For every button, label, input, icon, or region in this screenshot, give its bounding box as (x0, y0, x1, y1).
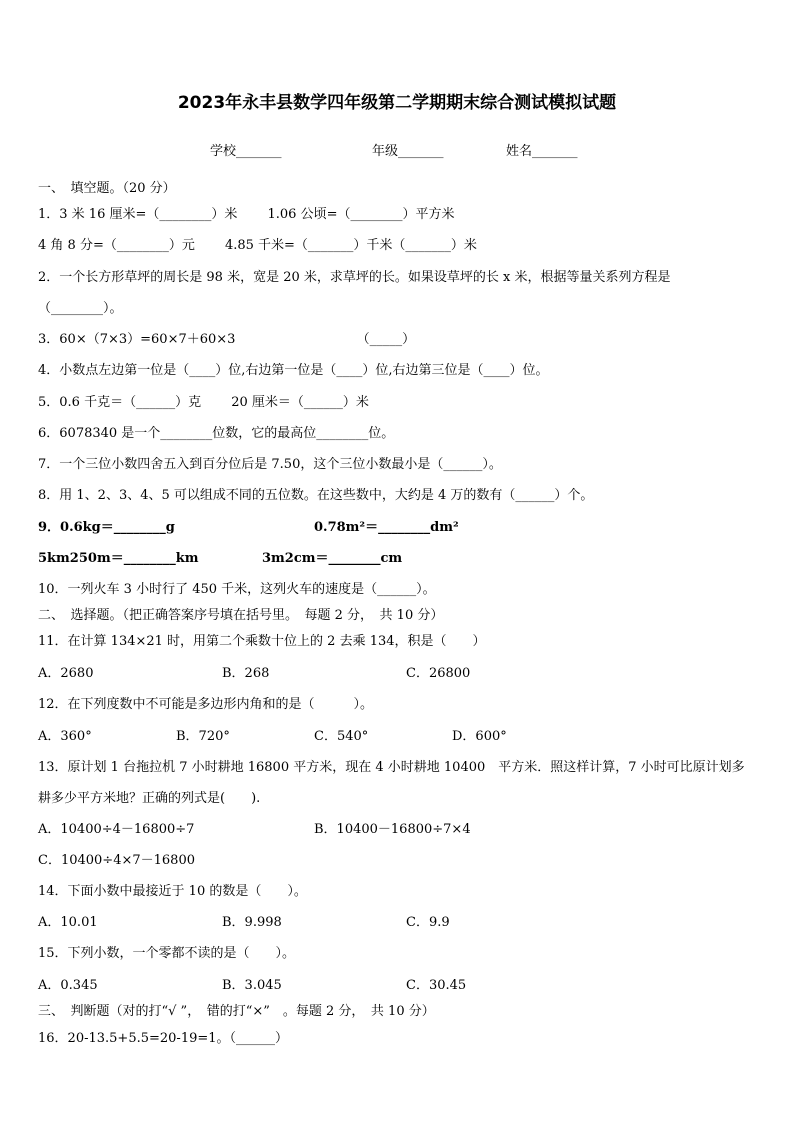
school-field: 学校_______ (210, 144, 282, 159)
q14-option-a: A．10.01 (38, 915, 98, 930)
q12-option-c: C．540° (314, 729, 369, 744)
section-choice: 二、 选择题。（把正确答案序号填在括号里。 每题 2 分， 共 10 分） (38, 608, 444, 623)
q11-option-b: B．268 (222, 666, 270, 681)
question-2a: 2．一个长方形草坪的周长是 98 米，宽是 20 米，求草坪的长。如果设草坪的长 x 米，根据等量关系列方程是 (38, 270, 671, 285)
question-9a-right: 0.78m²＝________dm² (314, 520, 459, 535)
question-3: 3．60×（7×3）=60×7＋60×3 （_____） (38, 332, 416, 347)
question-9b-right: 3m2cm＝________cm (262, 551, 403, 566)
q13-option-a: A．10400÷4－16800÷7 (38, 822, 195, 837)
page-title: 2023年永丰县数学四年级第二学期期末综合测试模拟试题 (177, 93, 617, 113)
question-13b: 耕多少平方米地？正确的列式是( ). (38, 791, 261, 806)
question-2b: （________）。 (38, 301, 123, 316)
question-6: 6．6078340 是一个________位数，它的最高位________位。 (38, 426, 395, 441)
section-judgement: 三、 判断题（对的打“√ ”， 错的打“×” 。每题 2 分， 共 10 分） (38, 1004, 435, 1019)
q11-option-a: A．2680 (38, 666, 94, 681)
question-4: 4．小数点左边第一位是（____）位,右边第一位是（____）位,右边第三位是（____）位。 (38, 363, 549, 378)
q14-option-c: C．9.9 (406, 915, 450, 930)
question-5: 5．0.6 千克＝（______）克 20 厘米＝（______）米 (38, 395, 369, 410)
q12-option-a: A．360° (38, 729, 92, 744)
question-9a-left: 9．0.6kg＝________g (38, 520, 175, 535)
q11-option-c: C．26800 (406, 666, 471, 681)
q12-option-b: B．720° (176, 729, 230, 744)
question-9b-left: 5km250m＝________km (38, 551, 199, 566)
question-16: 16．20-13.5+5.5=20-19=1。（______） (38, 1031, 289, 1046)
grade-field: 年级_______ (372, 144, 444, 159)
question-1b: 4 角 8 分=（________）元 4.85 千米=（_______）千米（_______）米 (38, 238, 477, 253)
q15-option-c: C．30.45 (406, 978, 467, 993)
question-8: 8．用 1、2、3、4、5 可以组成不同的五位数。在这些数中，大约是 4 万的数有（______）个。 (38, 488, 594, 503)
q15-option-a: A．0.345 (38, 978, 98, 993)
question-7: 7．一个三位小数四舍五入到百分位后是 7.50，这个三位小数最小是（______）。 (38, 457, 502, 472)
q13-option-c: C．10400÷4×7－16800 (38, 853, 195, 868)
question-1a: 1．3 米 16 厘米=（________）米 1.06 公顷=（________）平方米 (38, 207, 455, 222)
q14-option-b: B．9.998 (222, 915, 282, 930)
question-11: 11．在计算 134×21 时，用第二个乘数十位上的 2 去乘 134，积是（ ） (38, 634, 486, 649)
section-fill-in: 一、 填空题。（20 分） (38, 181, 176, 196)
question-12: 12．在下列度数中不可能是多边形内角和的是（ ）。 (38, 697, 374, 712)
q15-option-b: B．3.045 (222, 978, 282, 993)
q12-option-d: D．600° (452, 729, 507, 744)
q13-option-b: B．10400－16800÷7×4 (314, 822, 471, 837)
question-15: 15．下列小数，一个零都不读的是（ ）。 (38, 946, 296, 961)
question-14: 14．下面小数中最接近于 10 的数是（ ）。 (38, 884, 307, 899)
name-field: 姓名_______ (506, 144, 578, 159)
question-10: 10．一列火车 3 小时行了 450 千米，这列火车的速度是（______）。 (38, 582, 436, 597)
question-13a: 13．原计划 1 台拖拉机 7 小时耕地 16800 平方米，现在 4 小时耕地 10400 平方米．照这样计算，7 小时可比原计划多 (38, 760, 745, 775)
